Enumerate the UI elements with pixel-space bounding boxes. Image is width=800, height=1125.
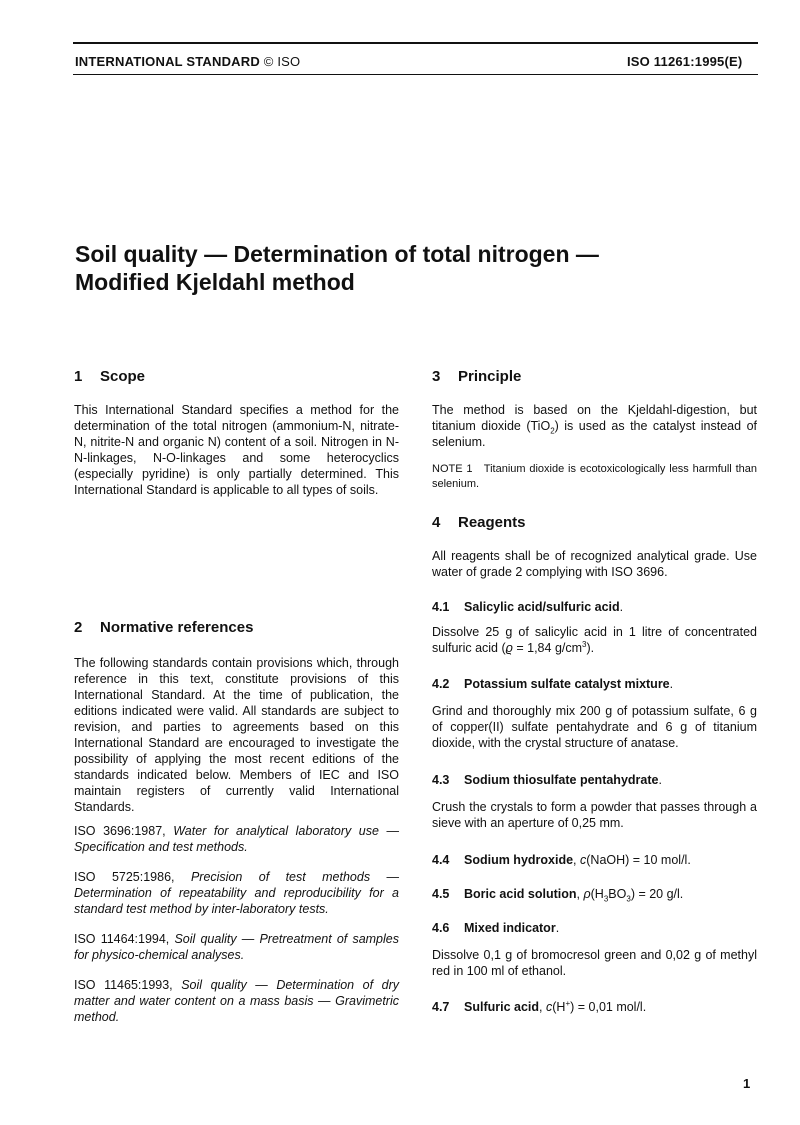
concentration-value: ) = 0,01 mol/l. [570, 1000, 647, 1014]
superscript: 3 [582, 639, 587, 649]
ref-code: ISO 11464:1994, [74, 932, 170, 946]
scope-body: This International Standard specifies a method for the determination of the total nitrogen (ammonium-N, nitrate-N, nitrite-N and organic N) content of a soil. Nitrogen in N-N-linkages, N-O-linkages and some heterocyclics (especially pyridine) is only partially determined. This International Standard is applicable to all types of soils. [74, 403, 399, 497]
reagent-name: Sodium thiosulfate pentahydrate [464, 773, 659, 787]
ref-title: Soil quality — Pretreatment of samples for physico-chemical analyses. [74, 932, 399, 962]
principle-title: Principle [458, 368, 522, 385]
left-column-normative [74, 619, 399, 1025]
principle-text-a: The method is based on the Kjeldahl-digestion, but titanium dioxide (TiO [432, 403, 757, 433]
reagent-4-1-body [432, 624, 757, 656]
concentration-value: (H [590, 887, 604, 901]
reagent-name: Potassium sulfate catalyst mixture [464, 677, 670, 691]
ref-title: Water for analytical laboratory use — Specification and test methods. [74, 824, 399, 854]
scope-heading [74, 368, 399, 385]
section-reagents [432, 514, 757, 1014]
document-title [75, 240, 755, 296]
reagent-4-6-heading: 4.6 Mixed indicator. [432, 921, 560, 935]
reagents-number: 4 [432, 514, 441, 531]
section-scope [74, 368, 399, 498]
note-text: Titanium dioxide is ecotoxicologically less harmfull than selenium. [432, 463, 757, 490]
reagent-name: Sodium hydroxide [464, 853, 574, 867]
ref-iso-5725 [74, 869, 399, 917]
header-standard-label: INTERNATIONAL STANDARD [75, 54, 260, 69]
header-left [75, 54, 300, 69]
reagent-number: 4.6 [432, 921, 450, 935]
concentration-value: ) = 20 g/l. [630, 887, 684, 901]
normative-heading [74, 619, 399, 636]
concentration-symbol: c [580, 853, 587, 867]
reagent-4-2-heading: 4.2 Potassium sulfate catalyst mixture. [432, 677, 674, 691]
scope-number: 1 [74, 368, 83, 385]
superscript: + [565, 998, 571, 1008]
reagent-number: 4.1 [432, 600, 450, 614]
reagent-4-2-body: Grind and thoroughly mix 200 g of potassium sulfate, 6 g of copper(II) sulfate pentahydrate and 6 g of titanium dioxide, with the crystal structure of anatase. [432, 704, 757, 750]
reagent-text: = 1,84 g/cm [512, 641, 583, 655]
principle-text-b: ) is used as the catalyst instead of selenium. [432, 419, 757, 449]
reagent-4-6-body: Dissolve 0,1 g of bromocresol green and 0,02 g of methyl red in 100 ml of ethanol. [432, 948, 757, 978]
ref-code: ISO 5725:1986, [74, 870, 175, 884]
title-line-1: Soil quality — Determination of total nitrogen — [75, 241, 599, 267]
section-principle [432, 368, 757, 492]
reagent-number: 4.4 [432, 853, 450, 867]
concentration-value: (NaOH) = 10 mol/l. [586, 853, 691, 867]
reagent-name: Sulfuric acid [464, 1000, 540, 1014]
title-line-2: Modified Kjeldahl method [75, 269, 355, 295]
reagents-intro: All reagents shall be of recognized analytical grade. Use water of grade 2 complying with ISO 3696. [432, 549, 757, 579]
ref-code: ISO 11465:1993, [74, 978, 173, 992]
header-rule-top [73, 42, 758, 44]
page-number: 1 [743, 1076, 751, 1091]
principle-heading [432, 368, 757, 385]
reagent-name: Salicylic acid/sulfuric acid [464, 600, 620, 614]
ref-title: Precision of test methods — Determination of repeatability and reproducibility for a standard test method by inter-laboratory tests. [74, 870, 399, 916]
header-copyright: © ISO [263, 54, 301, 69]
subscript: 3 [626, 894, 631, 904]
header-rule-bottom [73, 74, 758, 75]
reagents-title: Reagents [458, 514, 526, 531]
subscript: 3 [603, 894, 609, 904]
concentration-value: BO [608, 887, 627, 901]
normative-number: 2 [74, 619, 83, 636]
note-label: NOTE 1 [432, 463, 473, 475]
reagent-4-7-heading: 4.7 Sulfuric acid, c(H+) = 0,01 mol/l. [432, 998, 647, 1014]
ref-title: Soil quality — Determination of dry matter and water content on a mass basis — Gravimetric method. [74, 978, 399, 1024]
reagent-4-1-heading: 4.1 Salicylic acid/sulfuric acid. [432, 600, 624, 614]
principle-number: 3 [432, 368, 441, 385]
principle-body [432, 402, 757, 450]
header-document-number: ISO 11261:1995(E) [627, 54, 743, 69]
reagent-4-3-heading: 4.3 Sodium thiosulfate pentahydrate. [432, 773, 662, 787]
reagent-number: 4.7 [432, 1000, 450, 1014]
principle-note [432, 462, 757, 492]
density-symbol: ρ [583, 887, 591, 901]
density-symbol: ϱ [505, 641, 513, 655]
left-column [74, 368, 399, 498]
normative-body: The following standards contain provisions which, through reference in this text, constitute provisions of this International Standard. At the time of publication, the editions indicated were valid. All standards are subject to revision, and parties to agreements based on this International Standard are encouraged to investigate the possibility of applying the most recent editions of the standards indicated below. Members of IEC and ISO maintain registers of currently valid International Standards. [74, 656, 399, 814]
concentration-value: (H [552, 1000, 566, 1014]
reagent-number: 4.5 [432, 887, 450, 901]
ref-iso-11464 [74, 931, 399, 963]
ref-iso-11465 [74, 977, 399, 1025]
reagent-number: 4.3 [432, 773, 450, 787]
right-column [432, 368, 757, 1014]
reagent-4-4-heading: 4.4 Sodium hydroxide, c(NaOH) = 10 mol/l. [432, 853, 691, 867]
reagent-text: Dissolve 25 g of salicylic acid in 1 litre of concentrated sulfuric acid ( [432, 625, 757, 655]
subscript: 2 [550, 426, 555, 436]
reagent-name: Mixed indicator [464, 921, 556, 935]
normative-title: Normative references [100, 619, 254, 636]
reagent-text: ). [586, 641, 595, 655]
ref-iso-3696 [74, 823, 399, 855]
scope-title: Scope [100, 368, 146, 385]
reagent-4-5-heading: 4.5 Boric acid solution, $\rho(H_3BO_3) = 20$ g/l. [432, 887, 684, 904]
reagent-name: Boric acid solution [464, 887, 577, 901]
concentration-symbol: c [545, 1000, 553, 1014]
reagent-4-3-body: Crush the crystals to form a powder that passes through a sieve with an aperture of 0,25 mm. [432, 800, 757, 830]
ref-code: ISO 3696:1987, [74, 824, 166, 838]
reagents-heading [432, 514, 757, 531]
reagent-number: 4.2 [432, 677, 450, 691]
